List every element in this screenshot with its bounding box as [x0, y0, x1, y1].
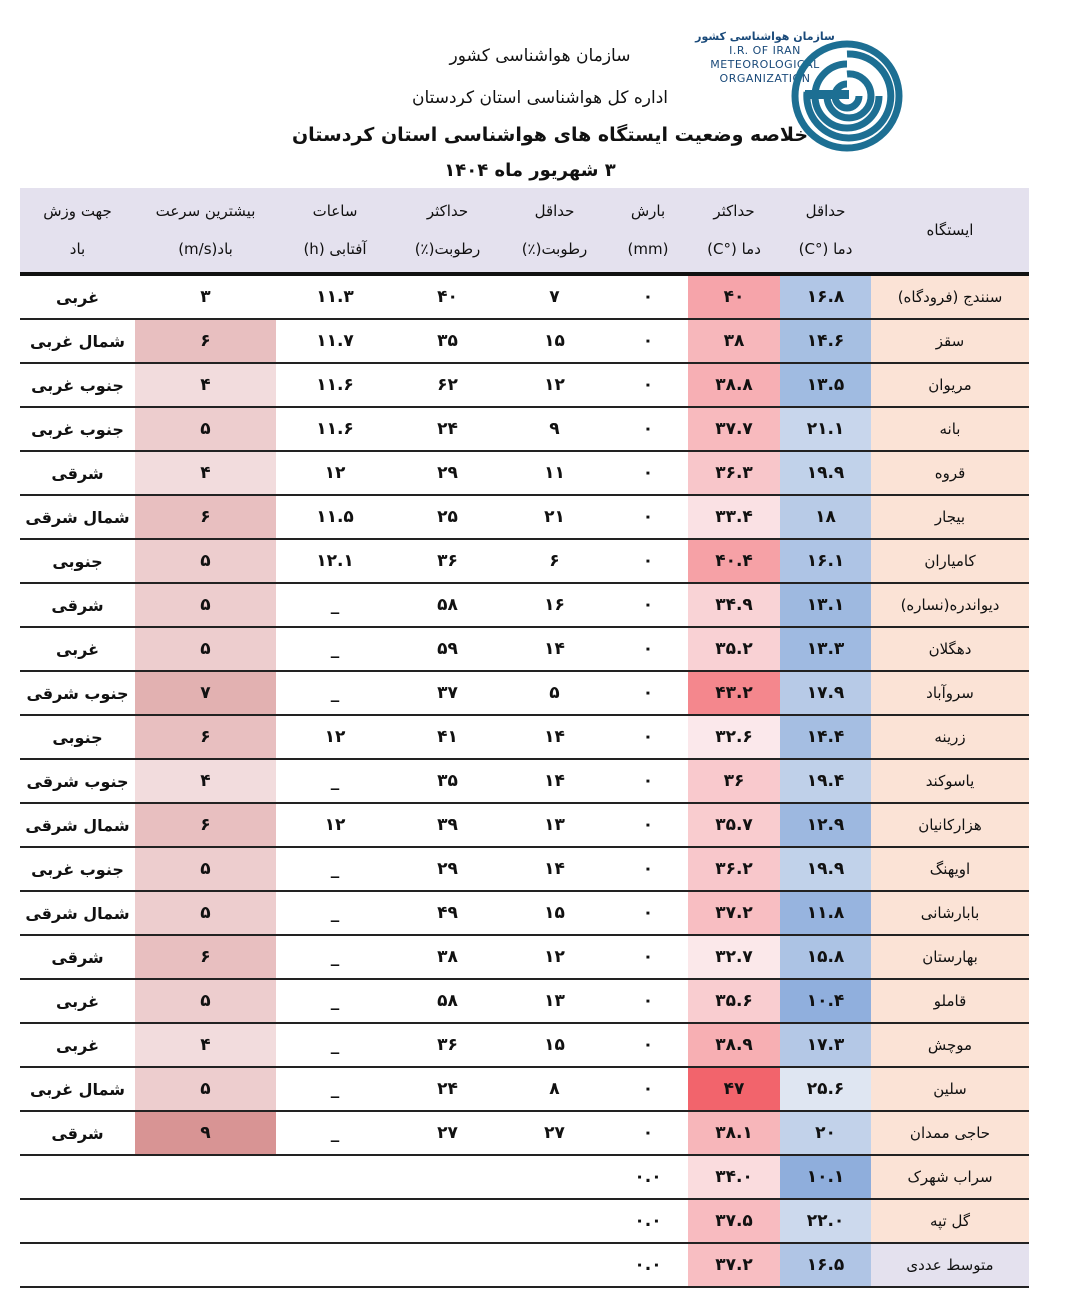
precip-cell: ۰	[608, 935, 688, 979]
min-humidity-cell: ۱۱	[501, 451, 608, 495]
precip-cell: ۰	[608, 407, 688, 451]
min-humidity-cell: ۱۶	[501, 583, 608, 627]
sunshine-cell: ۱۱.۶	[276, 363, 394, 407]
report-title: خلاصه وضعیت ایستگاه های هواشناسی استان کردستان	[291, 124, 809, 146]
table-row	[20, 319, 1029, 363]
wind-direction-cell	[20, 1199, 135, 1243]
wind-speed-cell: ۵	[135, 407, 276, 451]
max-temp-cell: ۳۸.۹	[688, 1023, 780, 1067]
station-cell: بیجار	[871, 495, 1029, 539]
table-row	[20, 1111, 1029, 1155]
min-humidity-cell: ۸	[501, 1067, 608, 1111]
min-temp-cell: ۱۴.۶	[780, 319, 871, 363]
wind-direction-cell: غربی	[20, 627, 135, 671]
min-temp-cell: ۱۹.۴	[780, 759, 871, 803]
station-cell: اویهنگ	[871, 847, 1029, 891]
min-humidity-cell: ۹	[501, 407, 608, 451]
max-humidity-cell: ۳۸	[394, 935, 501, 979]
table-row	[20, 1155, 1029, 1199]
max-humidity-cell: ۲۴	[394, 1067, 501, 1111]
col-station: ایستگاه	[871, 188, 1029, 274]
station-cell: سراب شهرک	[871, 1155, 1029, 1199]
max-temp-cell: ۴۳.۲	[688, 671, 780, 715]
max-humidity-cell: ۳۵	[394, 319, 501, 363]
min-humidity-cell: ۷	[501, 274, 608, 319]
wind-direction-cell: شمال شرقی	[20, 495, 135, 539]
wind-speed-cell: ۴	[135, 451, 276, 495]
sunshine-cell: ۱۱.۶	[276, 407, 394, 451]
max-humidity-cell: ۲۹	[394, 847, 501, 891]
min-humidity-cell: ۱۴	[501, 627, 608, 671]
precip-cell: ۰	[608, 847, 688, 891]
min-temp-cell: ۲۵.۶	[780, 1067, 871, 1111]
precip-cell: ۰	[608, 715, 688, 759]
precip-cell: ۰	[608, 539, 688, 583]
precip-cell: ۰	[608, 627, 688, 671]
min-humidity-cell: ۱۵	[501, 1023, 608, 1067]
max-temp-cell: ۳۵.۷	[688, 803, 780, 847]
max-temp-cell: ۳۷.۲	[688, 891, 780, 935]
max-temp-cell: ۳۷.۵	[688, 1199, 780, 1243]
max-temp-cell: ۳۴.۹	[688, 583, 780, 627]
wind-speed-cell	[135, 1199, 276, 1243]
stations-table	[20, 188, 1029, 1288]
wind-speed-cell: ۵	[135, 891, 276, 935]
wind-speed-cell: ۷	[135, 671, 276, 715]
station-cell: بانه	[871, 407, 1029, 451]
station-cell: کامیاران	[871, 539, 1029, 583]
col-min-humidity: حداقل رطوبت(٪)	[501, 188, 608, 274]
min-humidity-cell	[501, 1199, 608, 1243]
min-temp-cell: ۱۰.۱	[780, 1155, 871, 1199]
station-cell: سنندج (فرودگاه)	[871, 274, 1029, 319]
wind-speed-cell: ۳	[135, 274, 276, 319]
wind-speed-cell: ۵	[135, 847, 276, 891]
max-temp-cell: ۳۷.۷	[688, 407, 780, 451]
max-temp-cell: ۳۲.۶	[688, 715, 780, 759]
max-humidity-cell: ۴۹	[394, 891, 501, 935]
precip-cell: ۰	[608, 319, 688, 363]
sunshine-cell: ۱۲	[276, 803, 394, 847]
max-humidity-cell	[394, 1243, 501, 1287]
max-temp-cell: ۳۶.۳	[688, 451, 780, 495]
max-humidity-cell: ۲۴	[394, 407, 501, 451]
max-humidity-cell	[394, 1155, 501, 1199]
wind-direction-cell: جنوب شرقی	[20, 759, 135, 803]
table-row	[20, 847, 1029, 891]
min-temp-cell: ۱۷.۹	[780, 671, 871, 715]
precip-cell: ۰	[608, 583, 688, 627]
wind-speed-cell	[135, 1243, 276, 1287]
station-cell: یاسوکند	[871, 759, 1029, 803]
max-humidity-cell: ۳۶	[394, 539, 501, 583]
org-name: سازمان هواشناسی کشور	[449, 46, 631, 66]
max-humidity-cell: ۵۹	[394, 627, 501, 671]
col-max-temp: حداکثر دما (°C)	[688, 188, 780, 274]
sunshine-cell: ۱۱.۳	[276, 274, 394, 319]
col-wind-direction: جهت وزش باد	[20, 188, 135, 274]
table-row	[20, 1067, 1029, 1111]
precip-cell: ۰	[608, 891, 688, 935]
col-min-temp: حداقل دما (°C)	[780, 188, 871, 274]
sunshine-cell: _	[276, 1111, 394, 1155]
station-cell: زرینه	[871, 715, 1029, 759]
min-temp-cell: ۱۲.۹	[780, 803, 871, 847]
min-temp-cell: ۲۲.۰	[780, 1199, 871, 1243]
table-row	[20, 935, 1029, 979]
station-cell: سقز	[871, 319, 1029, 363]
max-temp-cell: ۳۵.۶	[688, 979, 780, 1023]
min-temp-cell: ۱۱.۸	[780, 891, 871, 935]
max-humidity-cell: ۶۲	[394, 363, 501, 407]
wind-speed-cell: ۶	[135, 803, 276, 847]
wind-direction-cell: شرقی	[20, 583, 135, 627]
station-cell: قروه	[871, 451, 1029, 495]
precip-cell: ۰	[608, 803, 688, 847]
precip-cell: ۰	[608, 1023, 688, 1067]
wind-direction-cell: جنوبی	[20, 539, 135, 583]
wind-direction-cell: شمال غربی	[20, 1067, 135, 1111]
logo-spiral-icon	[785, 30, 910, 155]
table-row	[20, 891, 1029, 935]
wind-direction-cell: جنوب غربی	[20, 363, 135, 407]
wind-direction-cell: شرقی	[20, 1111, 135, 1155]
min-humidity-cell: ۱۴	[501, 759, 608, 803]
sunshine-cell: _	[276, 935, 394, 979]
min-temp-cell: ۱۳.۱	[780, 583, 871, 627]
table-row	[20, 407, 1029, 451]
wind-direction-cell: غربی	[20, 1023, 135, 1067]
max-temp-cell: ۳۵.۲	[688, 627, 780, 671]
wind-direction-cell: جنوب غربی	[20, 407, 135, 451]
station-cell: دهگلان	[871, 627, 1029, 671]
max-humidity-cell: ۳۹	[394, 803, 501, 847]
table-row	[20, 583, 1029, 627]
table-row	[20, 495, 1029, 539]
max-humidity-cell	[394, 1199, 501, 1243]
min-humidity-cell: ۱۵	[501, 319, 608, 363]
station-cell: حاجی ممدان	[871, 1111, 1029, 1155]
sunshine-cell: _	[276, 1023, 394, 1067]
sunshine-cell: ۱۱.۵	[276, 495, 394, 539]
max-temp-cell: ۳۷.۲	[688, 1243, 780, 1287]
station-cell: سلین	[871, 1067, 1029, 1111]
min-humidity-cell: ۵	[501, 671, 608, 715]
min-humidity-cell: ۱۳	[501, 979, 608, 1023]
sunshine-cell	[276, 1155, 394, 1199]
wind-speed-cell: ۶	[135, 715, 276, 759]
min-temp-cell: ۱۵.۸	[780, 935, 871, 979]
precip-cell: ۰	[608, 671, 688, 715]
min-temp-cell: ۱۳.۵	[780, 363, 871, 407]
min-humidity-cell: ۶	[501, 539, 608, 583]
wind-speed-cell: ۴	[135, 363, 276, 407]
min-temp-cell: ۱۷.۳	[780, 1023, 871, 1067]
station-cell: موچش	[871, 1023, 1029, 1067]
wind-direction-cell: غربی	[20, 979, 135, 1023]
min-temp-cell: ۱۰.۴	[780, 979, 871, 1023]
precip-cell: ۰	[608, 363, 688, 407]
station-cell: دیواندره(نساره)	[871, 583, 1029, 627]
max-humidity-cell: ۳۶	[394, 1023, 501, 1067]
min-temp-cell: ۱۸	[780, 495, 871, 539]
table-row	[20, 671, 1029, 715]
min-humidity-cell: ۱۴	[501, 847, 608, 891]
wind-direction-cell: شرقی	[20, 451, 135, 495]
table-row	[20, 1023, 1029, 1067]
wind-speed-cell: ۵	[135, 1067, 276, 1111]
max-temp-cell: ۳۲.۷	[688, 935, 780, 979]
sunshine-cell: _	[276, 891, 394, 935]
max-humidity-cell: ۲۵	[394, 495, 501, 539]
table-row	[20, 451, 1029, 495]
min-humidity-cell: ۱۲	[501, 935, 608, 979]
wind-direction-cell: شمال غربی	[20, 319, 135, 363]
sunshine-cell: ۱۱.۷	[276, 319, 394, 363]
min-humidity-cell	[501, 1155, 608, 1199]
sunshine-cell: _	[276, 627, 394, 671]
wind-speed-cell: ۴	[135, 759, 276, 803]
wind-speed-cell: ۶	[135, 935, 276, 979]
max-humidity-cell: ۴۱	[394, 715, 501, 759]
min-temp-cell: ۱۴.۴	[780, 715, 871, 759]
max-temp-cell: ۴۰.۴	[688, 539, 780, 583]
max-temp-cell: ۳۶	[688, 759, 780, 803]
max-temp-cell: ۳۶.۲	[688, 847, 780, 891]
sunshine-cell	[276, 1199, 394, 1243]
min-temp-cell: ۱۳.۳	[780, 627, 871, 671]
station-cell: هزارکانیان	[871, 803, 1029, 847]
wind-direction-cell: جنوبی	[20, 715, 135, 759]
sunshine-cell: ۱۲	[276, 451, 394, 495]
min-temp-cell: ۱۶.۵	[780, 1243, 871, 1287]
wind-direction-cell: شرقی	[20, 935, 135, 979]
table-row	[20, 979, 1029, 1023]
sunshine-cell: ۱۲	[276, 715, 394, 759]
sunshine-cell: _	[276, 759, 394, 803]
min-humidity-cell: ۱۵	[501, 891, 608, 935]
sunshine-cell: _	[276, 671, 394, 715]
logo-text: سازمان هواشناسی کشور I.R. OF IRAN METEOROLOGICAL ORGANIZATION	[695, 30, 835, 85]
max-humidity-cell: ۵۸	[394, 583, 501, 627]
table-row	[20, 627, 1029, 671]
max-temp-cell: ۴۷	[688, 1067, 780, 1111]
sunshine-cell	[276, 1243, 394, 1287]
report-date: ۳ شهریور ماه ۱۴۰۴	[444, 160, 616, 181]
precip-cell: ۰	[608, 495, 688, 539]
station-cell: بهارستان	[871, 935, 1029, 979]
min-humidity-cell: ۲۱	[501, 495, 608, 539]
min-temp-cell: ۱۹.۹	[780, 451, 871, 495]
sunshine-cell: ۱۲.۱	[276, 539, 394, 583]
wind-speed-cell: ۵	[135, 627, 276, 671]
max-temp-cell: ۳۸.۸	[688, 363, 780, 407]
precip-cell: ۰	[608, 1067, 688, 1111]
wind-direction-cell: جنوب غربی	[20, 847, 135, 891]
wind-direction-cell: شمال شرقی	[20, 891, 135, 935]
wind-direction-cell	[20, 1243, 135, 1287]
precip-cell: ۰.۰	[608, 1155, 688, 1199]
max-humidity-cell: ۳۷	[394, 671, 501, 715]
table-row	[20, 715, 1029, 759]
min-humidity-cell: ۲۷	[501, 1111, 608, 1155]
min-temp-cell: ۱۹.۹	[780, 847, 871, 891]
max-humidity-cell: ۲۹	[394, 451, 501, 495]
sunshine-cell: _	[276, 847, 394, 891]
precip-cell: ۰	[608, 274, 688, 319]
min-humidity-cell: ۱۳	[501, 803, 608, 847]
wind-speed-cell: ۹	[135, 1111, 276, 1155]
table-row	[20, 363, 1029, 407]
wind-speed-cell: ۶	[135, 319, 276, 363]
max-temp-cell: ۳۴.۰	[688, 1155, 780, 1199]
table-row	[20, 1243, 1029, 1287]
table-row	[20, 1199, 1029, 1243]
precip-cell: ۰.۰	[608, 1199, 688, 1243]
min-humidity-cell: ۱۲	[501, 363, 608, 407]
wind-speed-cell	[135, 1155, 276, 1199]
precip-cell: ۰.۰	[608, 1243, 688, 1287]
wind-direction-cell: جنوب شرقی	[20, 671, 135, 715]
station-cell: متوسط عددی	[871, 1243, 1029, 1287]
wind-speed-cell: ۵	[135, 583, 276, 627]
table-header-row	[20, 188, 1029, 274]
precip-cell: ۰	[608, 759, 688, 803]
station-cell: گل تپه	[871, 1199, 1029, 1243]
min-temp-cell: ۱۶.۸	[780, 274, 871, 319]
max-humidity-cell: ۲۷	[394, 1111, 501, 1155]
wind-direction-cell: شمال شرقی	[20, 803, 135, 847]
precip-cell: ۰	[608, 451, 688, 495]
precip-cell: ۰	[608, 1111, 688, 1155]
table-row	[20, 759, 1029, 803]
wind-speed-cell: ۵	[135, 539, 276, 583]
col-max-wind-speed: بیشترین سرعت باد(m/s)	[135, 188, 276, 274]
station-cell: قاملو	[871, 979, 1029, 1023]
wind-speed-cell: ۵	[135, 979, 276, 1023]
sunshine-cell: _	[276, 1067, 394, 1111]
max-humidity-cell: ۵۸	[394, 979, 501, 1023]
wind-speed-cell: ۶	[135, 495, 276, 539]
table-row	[20, 803, 1029, 847]
col-precip: بارش (mm)	[608, 188, 688, 274]
min-temp-cell: ۱۶.۱	[780, 539, 871, 583]
wind-speed-cell: ۴	[135, 1023, 276, 1067]
station-cell: مریوان	[871, 363, 1029, 407]
max-temp-cell: ۳۳.۴	[688, 495, 780, 539]
col-max-humidity: حداکثر رطوبت(٪)	[394, 188, 501, 274]
max-humidity-cell: ۴۰	[394, 274, 501, 319]
table-row	[20, 274, 1029, 319]
sunshine-cell: _	[276, 583, 394, 627]
max-temp-cell: ۳۸	[688, 319, 780, 363]
wind-direction-cell: غربی	[20, 274, 135, 319]
meteorological-organization-logo	[695, 30, 910, 160]
max-temp-cell: ۳۸.۱	[688, 1111, 780, 1155]
station-cell: سروآباد	[871, 671, 1029, 715]
min-temp-cell: ۲۱.۱	[780, 407, 871, 451]
precip-cell: ۰	[608, 979, 688, 1023]
table-row	[20, 539, 1029, 583]
min-temp-cell: ۲۰	[780, 1111, 871, 1155]
max-temp-cell: ۴۰	[688, 274, 780, 319]
station-cell: بابارشانی	[871, 891, 1029, 935]
department-name: اداره کل هواشناسی استان کردستان	[412, 88, 668, 108]
min-humidity-cell: ۱۴	[501, 715, 608, 759]
col-sunshine: ساعات آفتابی (h)	[276, 188, 394, 274]
wind-direction-cell	[20, 1155, 135, 1199]
sunshine-cell: _	[276, 979, 394, 1023]
min-humidity-cell	[501, 1243, 608, 1287]
max-humidity-cell: ۳۵	[394, 759, 501, 803]
